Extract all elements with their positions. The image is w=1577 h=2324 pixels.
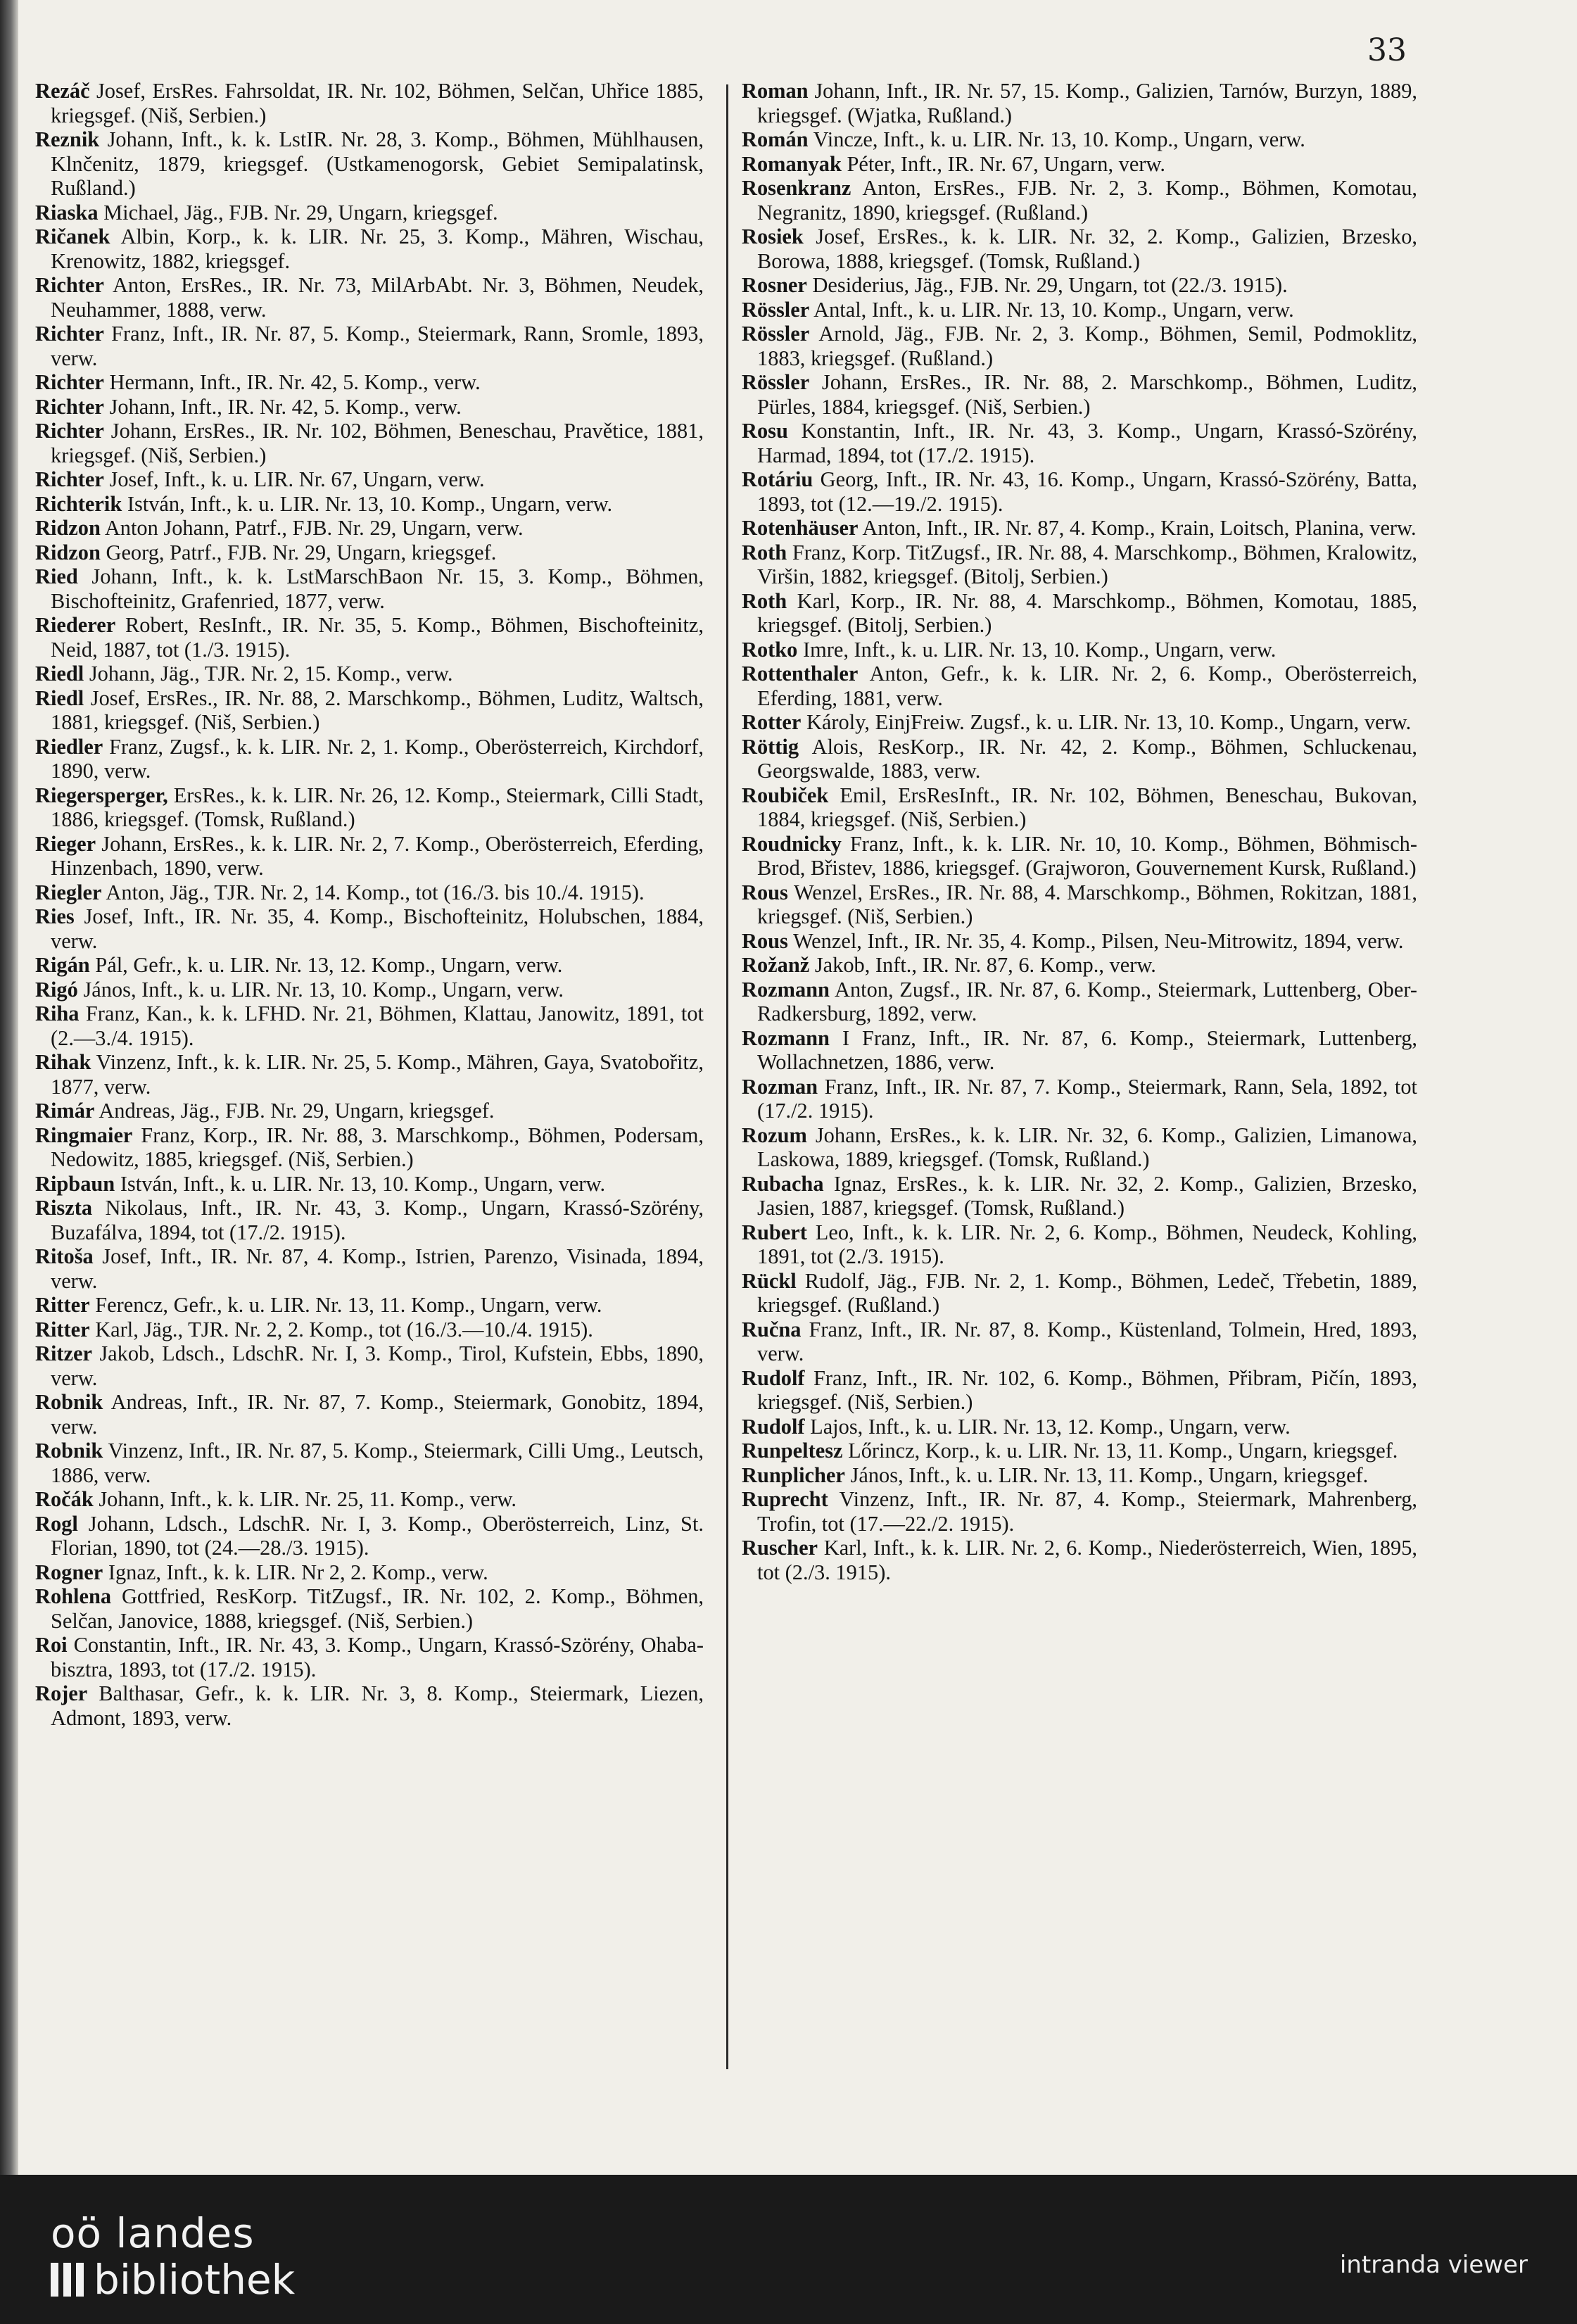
entry-details: Franz, Korp. TitZugsf., IR. Nr. 88, 4. Marschkomp., Böhmen, Kralowitz, Viršin, 1882, kriegsgef. (Bitolj, Serbien.) xyxy=(757,540,1417,588)
entry-details: Gottfried, ResKorp. TitZugsf., IR. Nr. 102, 2. Komp., Böhmen, Selčan, Janovice, 1888, kriegsgef. (Niš, Serbien.) xyxy=(51,1584,704,1633)
entry-surname: Rezáč xyxy=(35,79,90,103)
entry-surname: Robnik xyxy=(35,1390,103,1414)
list-item xyxy=(35,225,704,273)
page-number: 33 xyxy=(1367,32,1407,68)
book-spine-shadow xyxy=(0,0,18,2175)
viewer-brand[interactable]: intranda viewer xyxy=(1339,2251,1528,2279)
list-item xyxy=(742,79,1417,127)
list-item xyxy=(35,1390,704,1439)
entry-details: Emil, ErsResInft., IR. Nr. 102, Böhmen, Beneschau, Bukovan, 1884, kriegsgef. (Niš, Serbien.) xyxy=(757,783,1417,831)
list-item xyxy=(35,1318,704,1342)
entry-details: Jakob, Ldsch., LdschR. Nr. I, 3. Komp., Tirol, Kufstein, Ebbs, 1890, verw. xyxy=(51,1341,704,1390)
entry-details: Josef, ErsRes., IR. Nr. 88, 2. Marschkomp., Böhmen, Luditz, Waltsch, 1881, kriegsgef. (Niš, Serbien.) xyxy=(51,686,704,734)
entry-surname: Rudolf xyxy=(742,1365,805,1390)
entry-details: Pál, Gefr., k. u. LIR. Nr. 13, 12. Komp., Ungarn, verw. xyxy=(95,953,563,977)
entry-surname: Rotko xyxy=(742,637,798,662)
entry-surname: Romanyak xyxy=(742,151,842,176)
entry-surname: Roman xyxy=(742,79,809,103)
entry-surname: Rössler xyxy=(742,322,810,346)
column-divider xyxy=(726,84,728,2069)
entry-details: Jakob, Inft., IR. Nr. 87, 6. Komp., verw. xyxy=(814,953,1156,977)
list-item xyxy=(35,613,704,662)
entry-details: Franz, Inft., k. k. LIR. Nr. 10, 10. Komp., Böhmen, Böhmisch-Brod, Břistev, 1886, kriegsgef. (Grajworon, Gouvernement Kursk, Rußland.) xyxy=(757,831,1417,880)
entry-surname: Rozum xyxy=(742,1123,807,1147)
entry-details: Ignaz, ErsRes., k. k. LIR. Nr. 32, 2. Komp., Galizien, Brzesko, Jasien, 1887, kriegsgef. (Tomsk, Rußland.) xyxy=(757,1171,1417,1220)
entry-surname: Richter xyxy=(35,419,104,443)
entry-surname: Runplicher xyxy=(742,1463,845,1487)
entry-surname: Ringmaier xyxy=(35,1123,133,1147)
list-item xyxy=(35,322,704,370)
entry-details: Anton, Zugsf., IR. Nr. 87, 6. Komp., Steiermark, Luttenberg, Ober-Radkersburg, 1892, verw. xyxy=(757,977,1417,1025)
entry-surname: Reznik xyxy=(35,127,100,151)
entry-details: Josef, Inft., IR. Nr. 87, 4. Komp., Istrien, Parenzo, Visinada, 1894, verw. xyxy=(51,1244,704,1293)
list-item xyxy=(35,1099,704,1123)
entry-details: Constantin, Inft., IR. Nr. 43, 3. Komp., Ungarn, Krassó-Szörény, Ohaba-bisztra, 1893, tot (17./2. 1915). xyxy=(51,1633,704,1681)
list-item xyxy=(35,1681,704,1730)
left-column xyxy=(35,79,704,1730)
entry-details: Johann, ErsRes., k. k. LIR. Nr. 32, 6. Komp., Galizien, Limanowa, Laskowa, 1889, kriegsgef. (Tomsk, Rußland.) xyxy=(757,1123,1417,1171)
entry-details: Wenzel, ErsRes., IR. Nr. 88, 4. Marschkomp., Böhmen, Rokitzan, 1881, kriegsgef. (Niš, Serbien.) xyxy=(757,880,1417,928)
entry-details: István, Inft., k. u. LIR. Nr. 13, 10. Komp., Ungarn, verw. xyxy=(120,1171,606,1196)
entry-surname: Ritter xyxy=(35,1293,90,1317)
list-item xyxy=(35,735,704,783)
list-item xyxy=(35,467,704,492)
entry-surname: Rozmann xyxy=(742,1025,830,1050)
list-item xyxy=(742,1026,1417,1075)
entry-details: Ferencz, Gefr., k. u. LIR. Nr. 13, 11. Komp., Ungarn, verw. xyxy=(95,1293,602,1317)
list-item xyxy=(742,1123,1417,1172)
right-column xyxy=(742,79,1417,1584)
entry-details: Anton, Inft., IR. Nr. 87, 4. Komp., Krain, Loitsch, Planina, verw. xyxy=(862,516,1417,540)
entry-details: Anton, ErsRes., FJB. Nr. 2, 3. Komp., Böhmen, Komotau, Negranitz, 1890, kriegsgef. (Rußland.) xyxy=(757,176,1418,225)
entry-details: Arnold, Jäg., FJB. Nr. 2, 3. Komp., Böhmen, Semil, Podmoklitz, 1883, kriegsgef. (Rußland.) xyxy=(757,322,1417,370)
list-item xyxy=(742,1415,1417,1439)
entry-surname: Ručna xyxy=(742,1317,802,1341)
entry-details: Georg, Inft., IR. Nr. 43, 16. Komp., Ungarn, Krassó-Szörény, Batta, 1893, tot (12.—19./2. 1915). xyxy=(757,467,1418,516)
entry-surname: Rosenkranz xyxy=(742,176,851,200)
list-item xyxy=(35,1584,704,1633)
entry-details: Rudolf, Jäg., FJB. Nr. 2, 1. Komp., Böhmen, Ledeč, Třebetin, 1889, kriegsgef. (Rußland.) xyxy=(757,1268,1417,1317)
logo-line-1: oö landes xyxy=(51,2209,255,2257)
entry-surname: Ritoša xyxy=(35,1244,94,1268)
list-item xyxy=(35,978,704,1002)
entry-details: Johann, Ldsch., LdschR. Nr. I, 3. Komp., Oberösterreich, Linz, St. Florian, 1890, tot (24.—28./3. 1915). xyxy=(51,1511,704,1560)
entry-surname: Roi xyxy=(35,1633,68,1657)
list-item xyxy=(742,710,1417,735)
entry-surname: Rieger xyxy=(35,831,96,856)
entry-surname: Riedler xyxy=(35,734,103,759)
list-item xyxy=(742,225,1417,273)
entry-surname: Riaska xyxy=(35,200,99,225)
entry-details: János, Inft., k. u. LIR. Nr. 13, 10. Komp., Ungarn, verw. xyxy=(83,977,564,1002)
entry-surname: Riha xyxy=(35,1002,80,1025)
entry-details: Andreas, Inft., IR. Nr. 87, 7. Komp., Steiermark, Gonobitz, 1894, verw. xyxy=(51,1390,704,1439)
entry-surname: Rigán xyxy=(35,953,90,977)
entry-surname: Ridzon xyxy=(35,516,101,540)
list-item xyxy=(742,953,1417,978)
list-item xyxy=(742,929,1417,954)
entry-details: Vinzenz, Inft., IR. Nr. 87, 5. Komp., Steiermark, Cilli Umg., Leutsch, 1886, verw. xyxy=(51,1439,704,1487)
entry-surname: Ritter xyxy=(35,1317,90,1341)
entry-details: Josef, Inft., IR. Nr. 35, 4. Komp., Bischofteinitz, Holubschen, 1884, verw. xyxy=(51,904,704,953)
list-item xyxy=(742,176,1417,225)
entry-surname: Rückl xyxy=(742,1268,797,1293)
entry-surname: Rosu xyxy=(742,419,788,443)
entry-details: Karl, Korp., IR. Nr. 88, 4. Marschkomp., Böhmen, Komotau, 1885, kriegsgef. (Bitolj, Serbien.) xyxy=(757,588,1417,637)
list-item xyxy=(35,564,704,613)
entry-surname: Runpeltesz xyxy=(742,1439,843,1463)
entry-surname: Rubacha xyxy=(742,1171,824,1196)
list-item xyxy=(742,1463,1417,1488)
entry-surname: Riedl xyxy=(35,686,84,710)
entry-surname: Rous xyxy=(742,880,788,904)
list-item xyxy=(742,783,1417,832)
entry-details: Franz, Kan., k. k. LFHD. Nr. 21, Böhmen, Klattau, Janowitz, 1891, tot (2.—3./4. 1915). xyxy=(51,1002,704,1050)
entry-surname: Robnik xyxy=(35,1439,103,1463)
entry-surname: Rottenthaler xyxy=(742,662,859,686)
entry-details: Leo, Inft., k. k. LIR. Nr. 2, 6. Komp., Böhmen, Neudeck, Kohling, 1891, tot (2./3. 1915). xyxy=(757,1220,1417,1268)
entry-details: Lőrincz, Korp., k. u. LIR. Nr. 13, 11. Komp., Ungarn, kriegsgef. xyxy=(848,1439,1398,1463)
entry-details: Albin, Korp., k. k. LIR. Nr. 25, 3. Komp., Mähren, Wischau, Krenowitz, 1882, kriegsgef. xyxy=(51,225,704,273)
entry-surname: Ripbaun xyxy=(35,1171,115,1196)
entry-details: Georg, Patrf., FJB. Nr. 29, Ungarn, kriegsgef. xyxy=(106,540,497,564)
entry-details: Johann, Inft., k. k. LstMarschBaon Nr. 15, 3. Komp., Böhmen, Bischofteinitz, Grafenried, 1877, verw. xyxy=(51,564,704,613)
list-item xyxy=(742,298,1417,322)
entry-details: Johann, ErsRes., k. k. LIR. Nr. 2, 7. Komp., Oberösterreich, Eferding, Hinzenbach, 1890, verw. xyxy=(51,831,704,880)
list-item xyxy=(35,1633,704,1681)
list-item xyxy=(35,1002,704,1050)
list-item xyxy=(35,273,704,322)
entry-details: Anton, ErsRes., IR. Nr. 73, MilArbAbt. Nr. 3, Böhmen, Neudek, Neuhammer, 1888, verw. xyxy=(51,273,704,322)
entry-surname: Richter xyxy=(35,394,104,419)
list-item xyxy=(742,1366,1417,1415)
list-item xyxy=(742,735,1417,783)
entry-details: Vincze, Inft., k. u. LIR. Nr. 13, 10. Komp., Ungarn, verw. xyxy=(813,127,1305,151)
entry-surname: Rigó xyxy=(35,977,78,1002)
entry-details: Josef, ErsRes. Fahrsoldat, IR. Nr. 102, Böhmen, Selčan, Uhřice 1885, kriegsgef. (Niš, Serbien.) xyxy=(51,79,704,127)
entry-surname: Roudnicky xyxy=(742,831,842,856)
list-item xyxy=(742,152,1417,177)
entry-surname: Ries xyxy=(35,904,75,928)
entry-surname: Rohlena xyxy=(35,1584,112,1608)
entry-details: Franz, Inft., IR. Nr. 87, 7. Komp., Steiermark, Rann, Sela, 1892, tot (17./2. 1915). xyxy=(757,1074,1417,1123)
entry-surname: Roth xyxy=(742,588,787,613)
list-item xyxy=(742,1220,1417,1269)
entry-surname: Rous xyxy=(742,928,788,953)
entry-details: Andreas, Jäg., FJB. Nr. 29, Ungarn, kriegsgef. xyxy=(99,1099,495,1123)
list-item xyxy=(35,953,704,978)
list-item xyxy=(35,79,704,127)
entry-details: Franz, Inft., IR. Nr. 87, 5. Komp., Steiermark, Rann, Sromle, 1893, verw. xyxy=(51,322,704,370)
entry-surname: Richter xyxy=(35,273,104,297)
list-item xyxy=(35,783,704,832)
entry-surname: Rihak xyxy=(35,1050,91,1074)
entry-surname: Rogner xyxy=(35,1560,103,1584)
list-item xyxy=(742,589,1417,638)
entry-surname: Rosner xyxy=(742,273,807,297)
list-item xyxy=(35,370,704,395)
list-item xyxy=(742,880,1417,929)
list-item xyxy=(742,1536,1417,1584)
entry-surname: Richter xyxy=(35,322,104,346)
entry-surname: Rimár xyxy=(35,1099,95,1123)
entry-details: Karl, Inft., k. k. LIR. Nr. 2, 6. Komp., Niederösterreich, Wien, 1895, tot (2./3. 1915). xyxy=(757,1536,1417,1584)
logo-line-2: bibliothek xyxy=(94,2256,296,2304)
list-item xyxy=(35,1123,704,1172)
entry-surname: Richter xyxy=(35,370,104,394)
entry-surname: Rojer xyxy=(35,1681,88,1705)
list-item xyxy=(742,638,1417,662)
list-item xyxy=(35,686,704,735)
entry-surname: Ried xyxy=(35,564,78,588)
entry-details: Johann, ErsRes., IR. Nr. 102, Böhmen, Beneschau, Pravětice, 1881, kriegsgef. (Niš, Serbien.) xyxy=(51,419,704,467)
entry-details: Wenzel, Inft., IR. Nr. 35, 4. Komp., Pilsen, Neu-Mitrowitz, 1894, verw. xyxy=(792,928,1404,953)
entry-surname: Rožanž xyxy=(742,953,810,977)
entry-surname: Rudolf xyxy=(742,1414,805,1439)
entry-surname: Rogl xyxy=(35,1511,78,1536)
entry-details: Franz, Zugsf., k. k. LIR. Nr. 2, 1. Komp., Oberösterreich, Kirchdorf, 1890, verw. xyxy=(51,734,704,783)
entry-surname: Ridzon xyxy=(35,540,101,564)
entry-surname: Roubiček xyxy=(742,783,829,807)
list-item xyxy=(35,662,704,686)
entry-details: Michael, Jäg., FJB. Nr. 29, Ungarn, kriegsgef. xyxy=(103,200,498,225)
entry-details: ErsRes., k. k. LIR. Nr. 26, 12. Komp., Steiermark, Cilli Stadt, 1886, kriegsgef. (Tomsk, Rußland.) xyxy=(51,783,704,831)
entry-surname: Röttig xyxy=(742,734,799,759)
list-item xyxy=(35,832,704,880)
list-item xyxy=(742,419,1417,467)
entry-details: Hermann, Inft., IR. Nr. 42, 5. Komp., verw. xyxy=(109,370,481,394)
entry-details: Anton, Gefr., k. k. LIR. Nr. 2, 6. Komp., Oberösterreich, Eferding, 1881, verw. xyxy=(757,662,1417,710)
entry-surname: Rössler xyxy=(742,297,810,322)
entry-surname: Richter xyxy=(35,467,104,491)
list-item xyxy=(742,1075,1417,1123)
list-item xyxy=(35,1244,704,1293)
entry-details: Johann, Inft., k. k. LIR. Nr. 25, 11. Komp., verw. xyxy=(99,1487,517,1511)
entry-surname: Riegler xyxy=(35,880,102,904)
entry-surname: Rosiek xyxy=(742,225,804,248)
entry-surname: Riedl xyxy=(35,662,84,686)
entry-surname: Ruprecht xyxy=(742,1487,828,1511)
entry-details: Robert, ResInft., IR. Nr. 35, 5. Komp., Böhmen, Bischofteinitz, Neid, 1887, tot (1./3. 1915). xyxy=(51,613,704,662)
entry-surname: Román xyxy=(742,127,809,151)
list-item xyxy=(35,1050,704,1099)
list-item xyxy=(742,467,1417,516)
list-item xyxy=(742,322,1417,370)
entry-details: Desiderius, Jäg., FJB. Nr. 29, Ungarn, tot (22./3. 1915). xyxy=(812,273,1288,297)
entry-details: Johann, Inft., k. k. LstIR. Nr. 28, 3. Komp., Böhmen, Mühlhausen, Klnčenitz, 1879, kriegsgef. (Ustkamenogorsk, Gebiet Semipalatinsk, Rußland.) xyxy=(51,127,704,200)
entry-details: István, Inft., k. u. LIR. Nr. 13, 10. Komp., Ungarn, verw. xyxy=(127,491,613,516)
entry-details: Franz, Korp., IR. Nr. 88, 3. Marschkomp., Böhmen, Podersam, Nedowitz, 1885, kriegsgef. (Niš, Serbien.) xyxy=(51,1123,704,1171)
entry-surname: Rössler xyxy=(742,370,810,394)
list-item xyxy=(742,1318,1417,1366)
list-item xyxy=(35,904,704,953)
entry-details: Johann, Inft., IR. Nr. 42, 5. Komp., verw. xyxy=(109,394,462,419)
entry-surname: Rotáriu xyxy=(742,467,813,491)
entry-surname: Rotenhäuser xyxy=(742,516,859,540)
library-logo[interactable] xyxy=(51,2210,295,2303)
list-item xyxy=(35,419,704,467)
list-item xyxy=(35,516,704,541)
list-item xyxy=(35,1196,704,1244)
entry-surname: Rotter xyxy=(742,710,802,734)
entry-surname: Roth xyxy=(742,540,787,564)
list-item xyxy=(742,273,1417,298)
entry-surname: Riszta xyxy=(35,1196,93,1220)
list-item xyxy=(35,880,704,905)
list-item xyxy=(35,541,704,565)
entry-details: Alois, ResKorp., IR. Nr. 42, 2. Komp., Böhmen, Schluckenau, Georgswalde, 1883, verw. xyxy=(757,734,1417,783)
list-item xyxy=(35,1172,704,1196)
entry-details: Karl, Jäg., TJR. Nr. 2, 2. Komp., tot (16./3.—10./4. 1915). xyxy=(95,1317,593,1341)
entry-details: Vinzenz, Inft., k. k. LIR. Nr. 25, 5. Komp., Mähren, Gaya, Svatobořitz, 1877, verw. xyxy=(51,1050,704,1099)
entry-details: Franz, Inft., IR. Nr. 102, 6. Komp., Böhmen, Přibram, Pičín, 1893, kriegsgef. (Niš, Serbien.) xyxy=(757,1365,1417,1414)
entry-details: Franz, Inft., IR. Nr. 87, 8. Komp., Küstenland, Tolmein, Hred, 1893, verw. xyxy=(757,1317,1417,1365)
list-item xyxy=(742,370,1417,419)
list-item xyxy=(742,832,1417,880)
list-item xyxy=(742,1487,1417,1536)
list-item xyxy=(35,1560,704,1585)
list-item xyxy=(742,127,1417,152)
logo-bars-icon xyxy=(51,2263,84,2297)
entry-details: Nikolaus, Inft., IR. Nr. 43, 3. Komp., Ungarn, Krassó-Szörény, Buzafálva, 1894, tot (17./2. 1915). xyxy=(51,1196,704,1244)
list-item xyxy=(742,978,1417,1026)
list-item xyxy=(35,201,704,225)
list-item xyxy=(35,395,704,419)
entry-details: Antal, Inft., k. u. LIR. Nr. 13, 10. Komp., Ungarn, verw. xyxy=(813,297,1294,322)
list-item xyxy=(35,1341,704,1390)
entry-details: Konstantin, Inft., IR. Nr. 43, 3. Komp., Ungarn, Krassó-Szörény, Harmad, 1894, tot (17./2. 1915). xyxy=(757,419,1417,467)
entry-details: Károly, EinjFreiw. Zugsf., k. u. LIR. Nr. 13, 10. Komp., Ungarn, verw. xyxy=(806,710,1412,734)
entry-details: Josef, Inft., k. u. LIR. Nr. 67, Ungarn, verw. xyxy=(109,467,485,491)
list-item xyxy=(35,127,704,201)
list-item xyxy=(742,1172,1417,1220)
entry-details: Balthasar, Gefr., k. k. LIR. Nr. 3, 8. Komp., Steiermark, Liezen, Admont, 1893, verw. xyxy=(51,1681,704,1730)
entry-details: Johann, Jäg., TJR. Nr. 2, 15. Komp., verw. xyxy=(89,662,453,686)
entry-surname: Ričanek xyxy=(35,225,110,248)
entry-surname: Ruscher xyxy=(742,1536,818,1560)
entry-surname: Riegersperger, xyxy=(35,783,168,807)
entry-surname: Richterik xyxy=(35,491,122,516)
entry-surname: Rozmann xyxy=(742,977,830,1002)
entry-details: Lajos, Inft., k. u. LIR. Nr. 13, 12. Komp., Ungarn, verw. xyxy=(810,1414,1291,1439)
entry-surname: Rozman xyxy=(742,1074,818,1099)
list-item xyxy=(35,1439,704,1487)
list-item xyxy=(35,1293,704,1318)
entry-surname: Riederer xyxy=(35,613,116,637)
list-item xyxy=(742,662,1417,710)
entry-surname: Ritzer xyxy=(35,1341,92,1365)
list-item xyxy=(742,1439,1417,1463)
entry-surname: Rubert xyxy=(742,1220,807,1244)
list-item xyxy=(742,1269,1417,1318)
entry-details: I Franz, Inft., IR. Nr. 87, 6. Komp., Steiermark, Luttenberg, Wollachnetzen, 1886, verw. xyxy=(757,1025,1417,1074)
entry-details: Vinzenz, Inft., IR. Nr. 87, 4. Komp., Steiermark, Mahrenberg, Trofin, tot (17.—22./2. 1915). xyxy=(757,1487,1417,1536)
entry-details: Ignaz, Inft., k. k. LIR. Nr 2, 2. Komp., verw. xyxy=(108,1560,488,1584)
list-item xyxy=(742,541,1417,589)
entry-details: János, Inft., k. u. LIR. Nr. 13, 11. Komp., Ungarn, kriegsgef. xyxy=(850,1463,1369,1487)
list-item xyxy=(35,1487,704,1512)
entry-details: Anton, Jäg., TJR. Nr. 2, 14. Komp., tot (16./3. bis 10./4. 1915). xyxy=(106,880,645,904)
list-item xyxy=(35,492,704,517)
list-item xyxy=(35,1512,704,1560)
entry-surname: Ročák xyxy=(35,1487,94,1511)
list-item xyxy=(742,516,1417,541)
entry-details: Johann, Inft., IR. Nr. 57, 15. Komp., Galizien, Tarnów, Burzyn, 1889, kriegsgef. (Wjatka, Rußland.) xyxy=(757,79,1418,127)
entry-details: Johann, ErsRes., IR. Nr. 88, 2. Marschkomp., Böhmen, Luditz, Pürles, 1884, kriegsgef. (Niš, Serbien.) xyxy=(757,370,1417,419)
entry-details: Anton Johann, Patrf., FJB. Nr. 29, Ungarn, verw. xyxy=(104,516,524,540)
entry-details: Péter, Inft., IR. Nr. 67, Ungarn, verw. xyxy=(847,151,1166,176)
entry-details: Josef, ErsRes., k. k. LIR. Nr. 32, 2. Komp., Galizien, Brzesko, Borowa, 1888, kriegsgef. (Tomsk, Rußland.) xyxy=(757,225,1417,273)
entry-details: Imre, Inft., k. u. LIR. Nr. 13, 10. Komp., Ungarn, verw. xyxy=(802,637,1277,662)
